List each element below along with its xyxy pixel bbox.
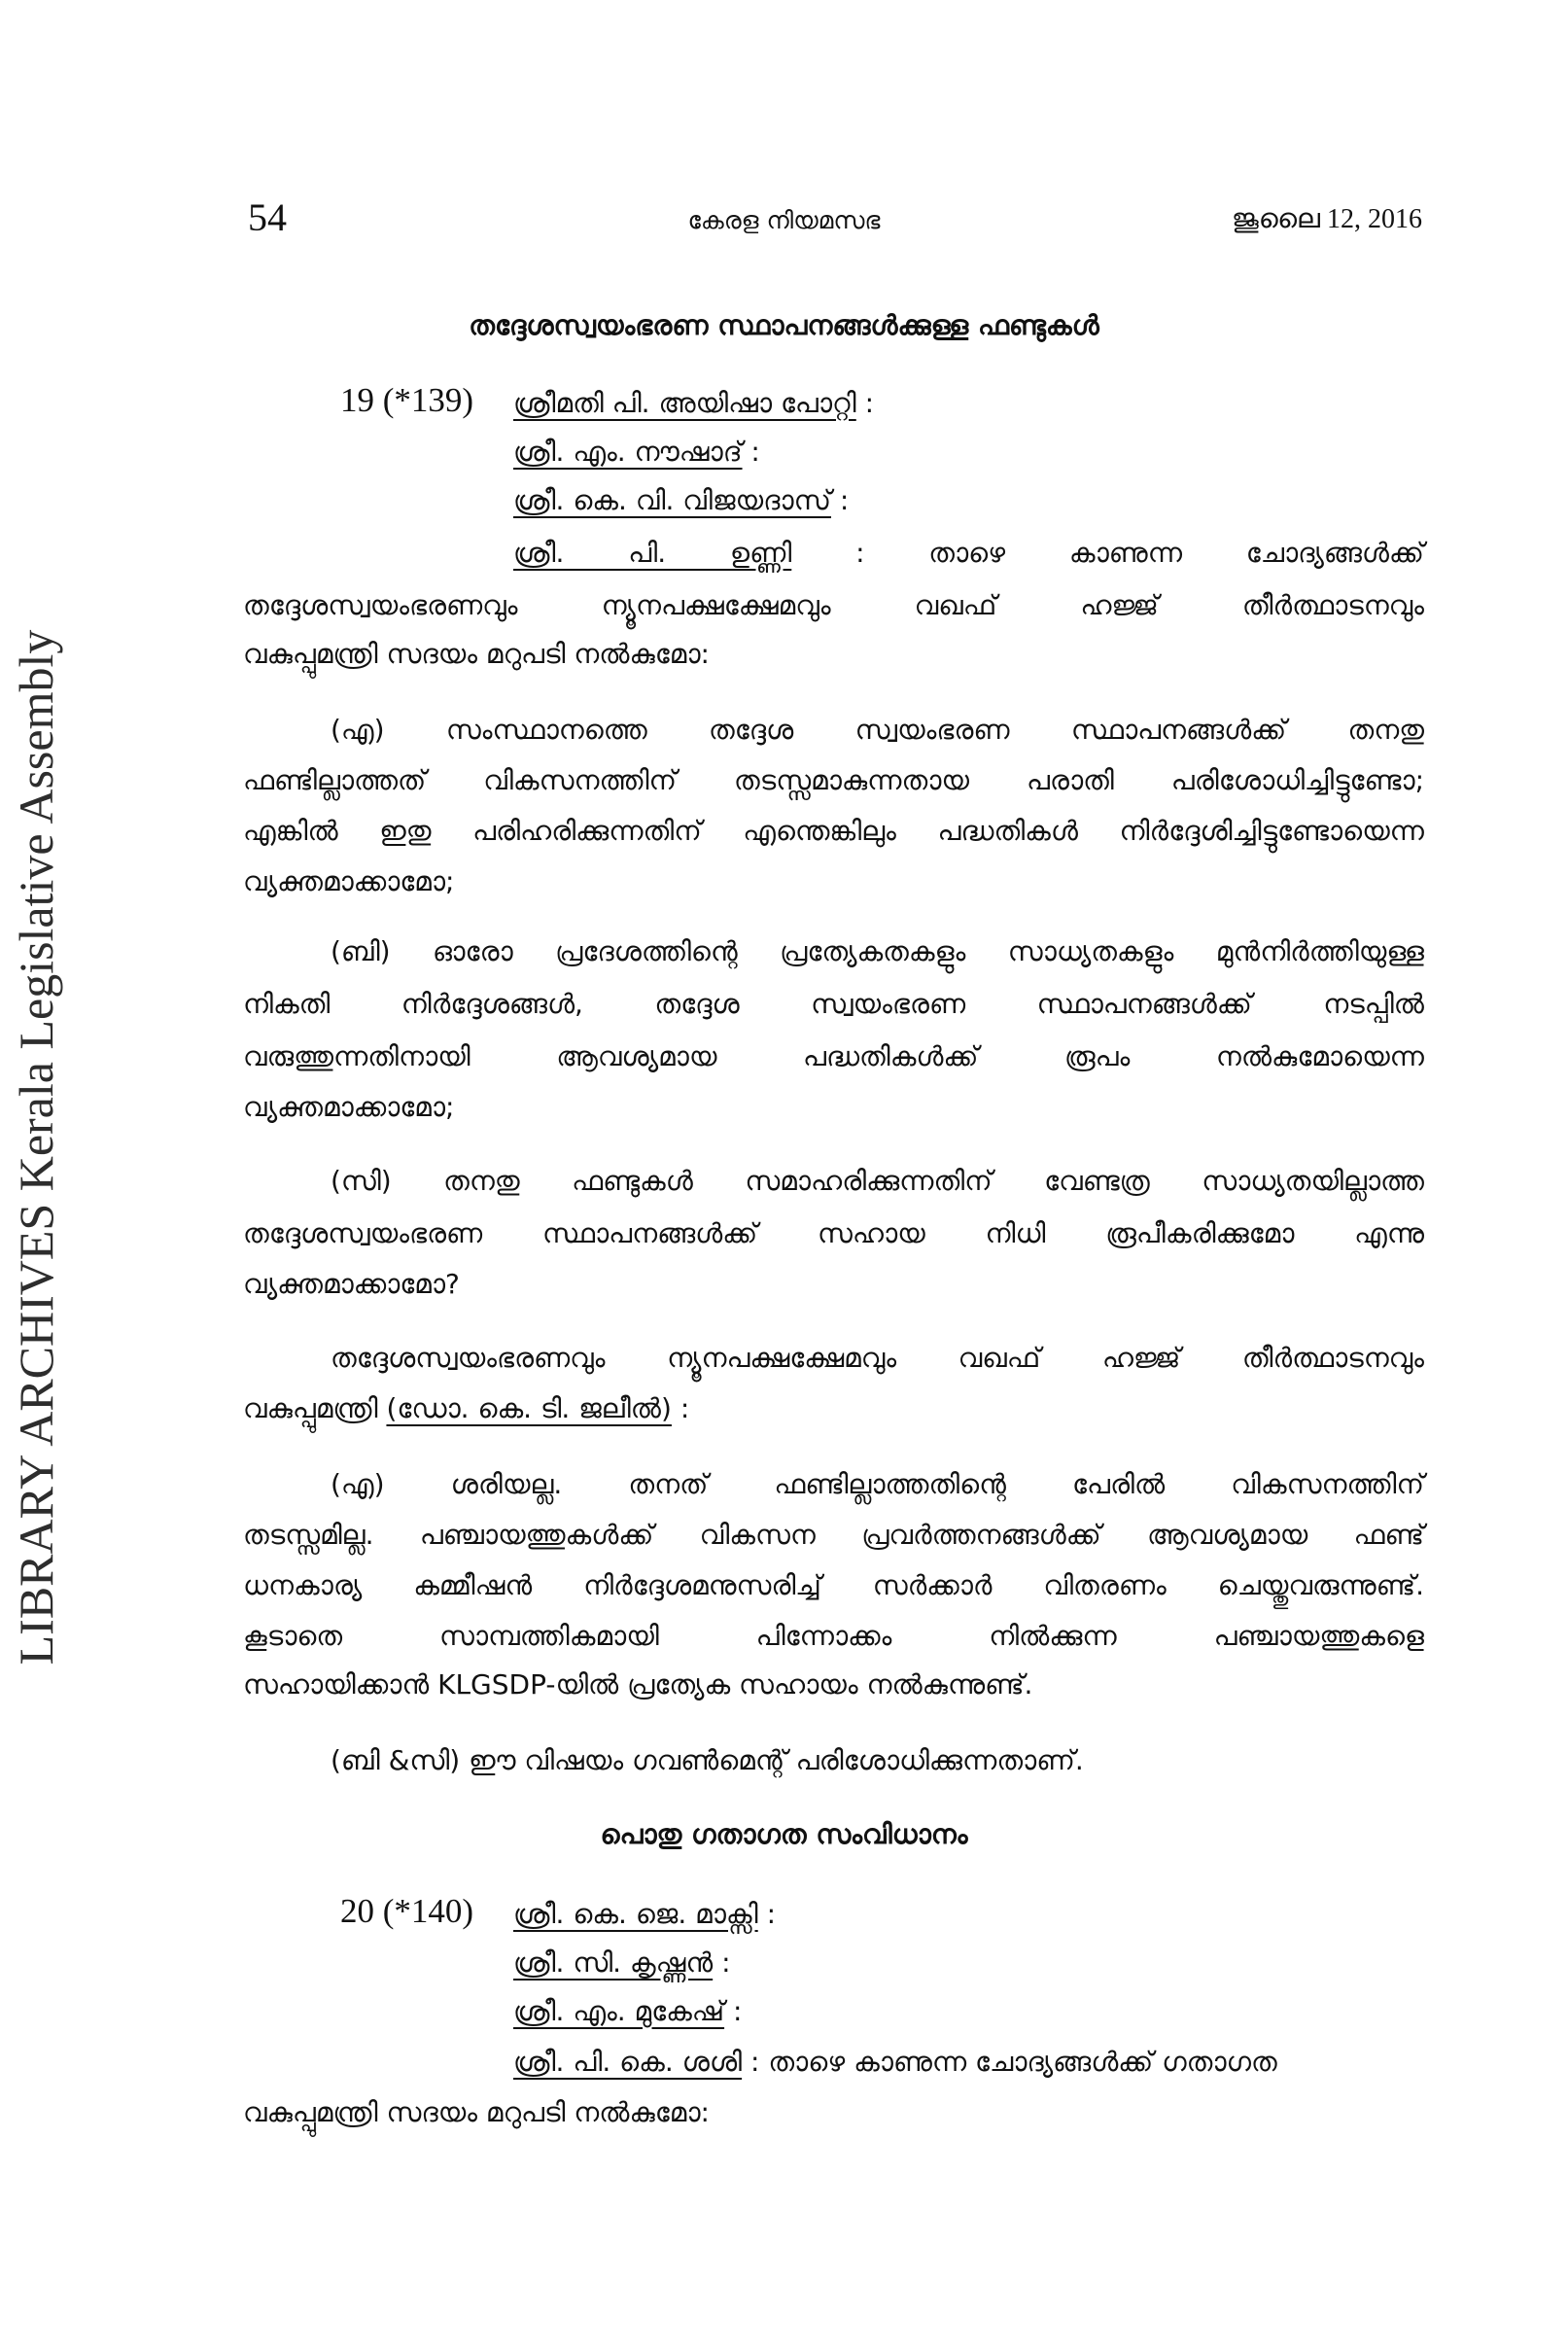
question-20-last-member-line	[513, 2046, 1424, 2079]
question-19-part-a-line-3: എങ്കിൽ ഇതു പരിഹരിക്കുന്നതിന് എന്തെങ്കിലും പദ്ധതികൾ നിർദ്ദേശിച്ചിട്ടുണ്ടോയെന്ന	[243, 815, 1424, 847]
member-separator: :	[724, 1995, 743, 2027]
question-19-number: 19 (*139)	[340, 381, 474, 419]
question-19-part-a-line-1: (എ) സംസ്ഥാനത്തെ തദ്ദേശ സ്വയംഭരണ സ്ഥാപനങ്ങൾക്ക് തനതു	[331, 714, 1424, 746]
answer-19-a-line-3: ധനകാര്യ കമ്മീഷൻ നിർദ്ദേശമനുസരിച്ച് സർക്കാർ വിതരണം ചെയ്തുവരുന്നുണ്ട്.	[243, 1569, 1424, 1601]
member-name: ശ്രീ. എം. മുകേഷ്	[513, 1995, 725, 2027]
archive-watermark: LIBRARY ARCHIVES Kerala Legislative Assembly	[9, 629, 63, 1665]
answer-19-a-line-5: സഹായിക്കാൻ KLGSDP-യിൽ പ്രത്യേക സഹായം നൽകുന്നുണ്ട്.	[243, 1668, 1033, 1700]
question-19-part-c-line-1: (സി) തനതു ഫണ്ടുകൾ സമാഹരിക്കുന്നതിന് വേണ്ടത്ര സാധ്യതയില്ലാത്ത	[331, 1165, 1424, 1197]
question-19-part-a-line-4: വ്യക്തമാക്കാമോ;	[243, 865, 455, 897]
member-separator: :	[831, 484, 850, 516]
member-name: ശ്രീ. സി. കൃഷ്ണൻ	[513, 1946, 714, 1979]
minister-name: (ഡോ. കെ. ടി. ജലീൽ)	[386, 1392, 672, 1424]
member-name: ശ്രീ. പി. ഉണ്ണി	[513, 537, 792, 569]
member-name: ശ്രീമതി പി. അയിഷാ പോറ്റി	[513, 387, 856, 419]
journal-title: കേരള നിയമസഭ	[687, 206, 881, 234]
question-19-last-member-line	[513, 537, 1424, 570]
answer-19-minister-line	[243, 1392, 1424, 1425]
answer-19-a-line-1: (എ) ശരിയല്ല. തനത് ഫണ്ടില്ലാത്തതിന്റെ പേരിൽ വികസനത്തിന്	[331, 1468, 1424, 1500]
question-19-member-2	[513, 436, 760, 469]
question-20-member-2	[513, 1946, 731, 1980]
member-separator: :	[713, 1946, 731, 1979]
member-name: ശ്രീ. കെ. വി. വിജയദാസ്	[513, 484, 831, 516]
question-20-heading: പൊതു ഗതാഗത സംവിധാനം	[600, 1818, 968, 1850]
sitting-date: ജൂലൈ 12, 2016	[1231, 204, 1422, 234]
question-20-member-3	[513, 1995, 742, 2028]
question-19-intro-start: : താഴെ കാണുന്ന ചോദ്യങ്ങൾക്ക്	[791, 537, 1424, 569]
question-19-intro-line-2: വകുപ്പുമന്ത്രി സദയം മറുപടി നൽകുമോ:	[243, 638, 710, 670]
member-name: ശ്രീ. പി. കെ. ശശി	[513, 2046, 743, 2078]
member-separator: :	[742, 436, 760, 468]
question-19-part-a-line-2: ഫണ്ടില്ലാത്തത് വികസനത്തിന് തടസ്സമാകുന്നതായ പരാതി പരിശോധിച്ചിട്ടുണ്ടോ;	[243, 764, 1424, 796]
member-name: ശ്രീ. എം. നൗഷാദ്	[513, 436, 743, 468]
member-name: ശ്രീ. കെ. ജെ. മാക്സി	[513, 1898, 758, 1930]
question-20-number: 20 (*140)	[340, 1892, 474, 1930]
minister-suffix: :	[671, 1392, 690, 1424]
question-19-part-c-line-3: വ്യക്തമാക്കാമോ?	[243, 1268, 460, 1300]
member-separator: :	[855, 387, 875, 419]
question-19-member-3	[513, 484, 849, 517]
answer-19-bc: (ബി &സി) ഈ വിഷയം ഗവൺമെന്റ് പരിശോധിക്കുന്നതാണ്.	[331, 1744, 1084, 1776]
page-number: 54	[248, 195, 287, 239]
question-20-intro-line: വകുപ്പുമന്ത്രി സദയം മറുപടി നൽകുമോ:	[243, 2096, 710, 2128]
answer-19-a-line-2: തടസ്സമില്ല. പഞ്ചായത്തുകൾക്ക് വികസന പ്രവർത്തനങ്ങൾക്ക് ആവശ്യമായ ഫണ്ട്	[243, 1519, 1424, 1551]
question-20-intro-start: : താഴെ കാണുന്ന ചോദ്യങ്ങൾക്ക് ഗതാഗത	[742, 2046, 1277, 2078]
minister-prefix: വകുപ്പുമന്ത്രി	[243, 1392, 378, 1424]
member-separator: :	[757, 1898, 777, 1930]
question-19-heading: തദ്ദേശസ്വയംഭരണ സ്ഥാപനങ്ങൾക്കുള്ള ഫണ്ടുകൾ	[469, 309, 1099, 341]
question-19-part-b-line-3: വരുത്തുന്നതിനായി ആവശ്യമായ പദ്ധതികൾക്ക് രൂപം നൽകുമോയെന്ന	[243, 1040, 1424, 1072]
question-19-intro-line-1: തദ്ദേശസ്വയംഭരണവും ന്യൂനപക്ഷക്ഷേമവും വഖഫ് ഹജ്ജ് തീർത്ഥാടനവും	[243, 589, 1424, 621]
answer-19-a-line-4: കൂടാതെ സാമ്പത്തികമായി പിന്നോക്കം നിൽക്കുന്ന പഞ്ചായത്തുകളെ	[243, 1620, 1424, 1652]
question-20-member-1	[513, 1898, 776, 1931]
question-19-part-b-line-1: (ബി) ഓരോ പ്രദേശത്തിന്റെ പ്രത്യേകതകളും സാധ്യതകളും മുൻനിർത്തിയുള്ള	[331, 935, 1424, 967]
question-19-member-1	[513, 387, 874, 420]
question-19-part-c-line-2: തദ്ദേശസ്വയംഭരണ സ്ഥാപനങ്ങൾക്ക് സഹായ നിധി രൂപീകരിക്കുമോ എന്നു	[243, 1217, 1424, 1249]
question-19-part-b-line-4: വ്യക്തമാക്കാമോ;	[243, 1091, 455, 1123]
answer-19-intro: തദ്ദേശസ്വയംഭരണവും ന്യൂനപക്ഷക്ഷേമവും വഖഫ് ഹജ്ജ് തീർത്ഥാടനവും	[331, 1342, 1424, 1374]
question-19-part-b-line-2: നികതി നിർദ്ദേശങ്ങൾ, തദ്ദേശ സ്വയംഭരണ സ്ഥാപനങ്ങൾക്ക് നടപ്പിൽ	[243, 988, 1424, 1020]
